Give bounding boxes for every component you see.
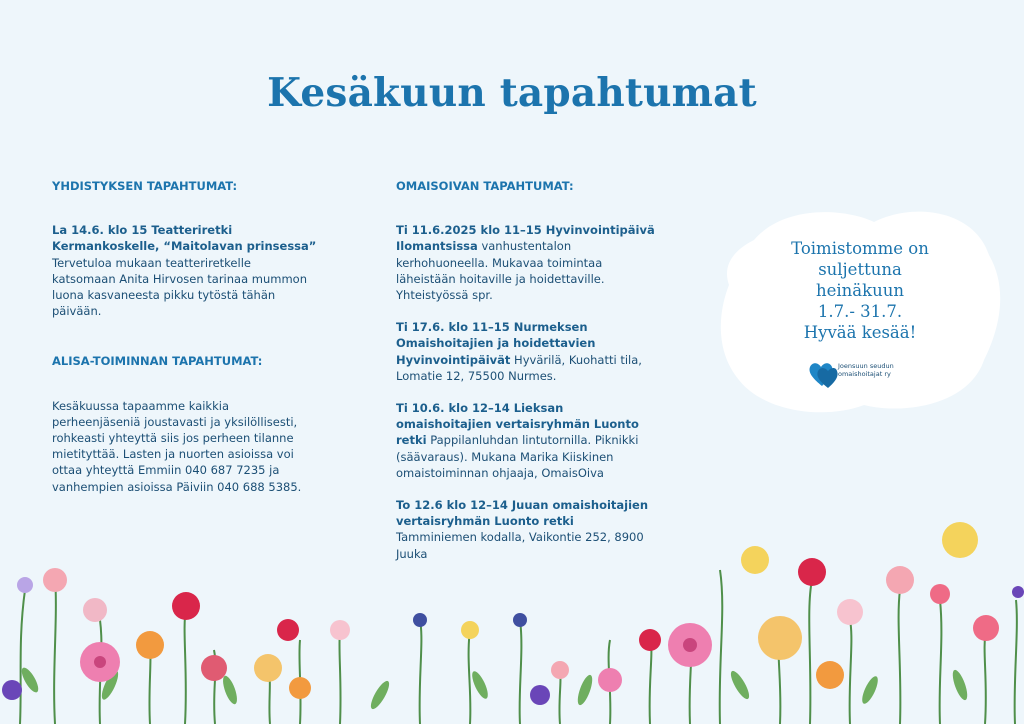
alisa-text: Kesäkuussa tapaamme kaikkia perheenjäseniä joustavasti ja yksilöllisesti, rohkeasti yhteyttä siis jos perheen tilanne mietityttää. Lasten ja nuorten asioissa voi ottaa yhteyttä Emmiin 040 687 7235 ja vanhempien asioissa Päiviin 040 688 5385. bbox=[52, 398, 302, 494]
notice-line: Hyvää kesää! bbox=[803, 323, 917, 342]
logo-line: omaishoitajat ry bbox=[838, 370, 891, 378]
event-title: Ti 10.6. klo 12–14 Lieksan omaishoitajien vertaisryhmän Luonto retki bbox=[396, 401, 639, 448]
event-title: Ti 17.6. klo 11–15 Nurmeksen Omaishoitajien ja hoidettavien Hyvinvointipäivät bbox=[396, 320, 596, 367]
association-events-heading: YHDISTYKSEN TAPAHTUMAT: bbox=[52, 179, 238, 193]
notice-line: 1.7.- 31.7. bbox=[817, 302, 903, 321]
event-title: To 12.6 klo 12–14 Juuan omaishoitajien vertaisryhmän Luonto retki bbox=[396, 498, 649, 529]
notice-line: heinäkuun bbox=[815, 281, 904, 300]
theater-trip-event bbox=[52, 222, 317, 319]
event-text: Hyvärilä, Kuohatti tila, Lomatie 12, 75500 Nurmes. bbox=[396, 352, 642, 383]
association-events-column bbox=[52, 178, 317, 511]
event-item bbox=[396, 222, 658, 303]
event-text: vanhustentalon kerhohuoneella. Mukavaa toimintaa läheistään hoitaville ja hoidettaville. Yhteistyössä spr. bbox=[396, 239, 605, 303]
event-text: Tamminiemen kodalla, Vaikontie 252, 8900 Juuka bbox=[396, 530, 644, 561]
theater-trip-title: La 14.6. klo 15 Teatteriretki Kermankoskelle, “Maitolavan prinsessa” bbox=[52, 223, 317, 254]
notice-line: Toimistomme on bbox=[791, 239, 929, 258]
notice-line: suljettuna bbox=[818, 260, 902, 279]
page-title: Kesäkuun tapahtumat bbox=[267, 70, 757, 116]
office-closed-notice bbox=[760, 238, 960, 343]
event-text: Pappilanluhdan lintutornilla. Piknikki (säävaraus). Mukana Marika Kiiskinen omaistoiminnan ohjaaja, OmaisOiva bbox=[396, 433, 639, 480]
omaisoiva-heading: OMAISOIVAN TAPAHTUMAT: bbox=[396, 179, 574, 193]
event-item bbox=[396, 319, 658, 384]
logo-line: Joensuun seudun bbox=[838, 362, 894, 370]
alisa-heading: ALISA-TOIMINNAN TAPAHTUMAT: bbox=[52, 354, 263, 369]
logo-text bbox=[838, 362, 894, 378]
flower-icons bbox=[2, 522, 1024, 705]
event-item bbox=[396, 400, 658, 481]
theater-trip-text: Tervetuloa mukaan teatteriretkelle katsomaan Anita Hirvosen tarinaa mummon luona kasvaneesta pikku tytöstä tähän päivään. bbox=[52, 255, 308, 319]
event-title: Ti 11.6.2025 klo 11–15 Hyvinvointipäivä Ilomantsissa bbox=[396, 223, 655, 254]
flower-meadow-illustration bbox=[0, 480, 1024, 724]
